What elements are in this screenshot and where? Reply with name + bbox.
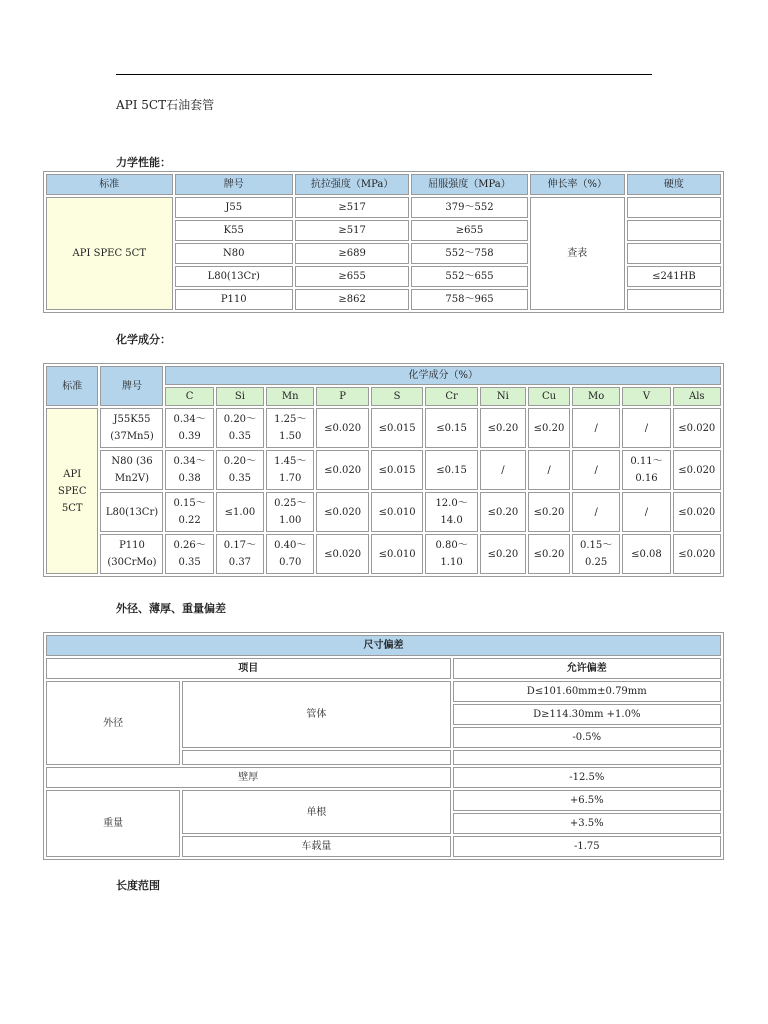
- mech-tensile: ≥517: [295, 220, 409, 241]
- tol-header-allow: 允许偏差: [453, 658, 721, 679]
- tol-header-row: [46, 658, 721, 679]
- mech-elongation: 查表: [530, 197, 625, 310]
- chem-value: /: [622, 492, 670, 532]
- page-title: API 5CT石油套管: [116, 98, 215, 112]
- tol-value: -0.5%: [453, 727, 721, 748]
- chem-header-composition: 化学成分（%）: [165, 366, 721, 385]
- chem-grade: P110 (30CrMo): [100, 534, 163, 574]
- mechanical-table: [43, 171, 724, 313]
- mech-tensile: ≥862: [295, 289, 409, 310]
- mech-yield: 552～655: [411, 266, 527, 287]
- mech-header: 抗拉强度（MPa）: [295, 174, 409, 195]
- chem-value: 0.17～0.37: [216, 534, 264, 574]
- chem-value: 1.45～1.70: [266, 450, 314, 490]
- section-length: 长度范围: [116, 879, 160, 892]
- tol-single-length: 单根: [182, 790, 450, 834]
- chem-value: ≤0.020: [673, 534, 721, 574]
- chem-value: ≤0.010: [371, 492, 423, 532]
- mech-header-row: [46, 174, 721, 195]
- chem-value: 0.80～1.10: [425, 534, 477, 574]
- chem-value: ≤0.010: [371, 534, 423, 574]
- chem-grade: L80(13Cr): [100, 492, 163, 532]
- tol-header-item: 项目: [46, 658, 451, 679]
- tol-value: +6.5%: [453, 790, 721, 811]
- tol-empty-cell: [453, 750, 721, 765]
- tol-empty-cell: [182, 750, 450, 765]
- chem-value: ≤0.020: [673, 492, 721, 532]
- chem-value: ≤0.15: [425, 450, 477, 490]
- chem-value: ≤0.015: [371, 450, 423, 490]
- chem-standard: API SPEC 5CT: [46, 408, 98, 574]
- chem-element: Cr: [425, 387, 477, 406]
- chemical-table: [43, 363, 724, 577]
- table-row: [46, 790, 721, 811]
- mech-yield: 552～758: [411, 243, 527, 264]
- tol-value: D≤101.60mm±0.79mm: [453, 681, 721, 702]
- chem-value: 0.15～0.22: [165, 492, 213, 532]
- mech-grade: J55: [175, 197, 293, 218]
- mech-grade: P110: [175, 289, 293, 310]
- chem-value: ≤0.20: [480, 492, 526, 532]
- tol-title-row: [46, 635, 721, 656]
- mech-standard: API SPEC 5CT: [46, 197, 173, 310]
- chem-value: ≤1.00: [216, 492, 264, 532]
- chem-value: ≤0.015: [371, 408, 423, 448]
- tol-value: +3.5%: [453, 813, 721, 834]
- tol-value: D≥114.30mm +1.0%: [453, 704, 721, 725]
- chem-value: 0.34～0.39: [165, 408, 213, 448]
- chem-element: Si: [216, 387, 264, 406]
- section-chemical: 化学成分：: [116, 333, 171, 346]
- chem-value: 0.25～1.00: [266, 492, 314, 532]
- chem-value: /: [622, 408, 670, 448]
- chem-value: ≤0.20: [480, 408, 526, 448]
- chem-grade: J55K55 (37Mn5): [100, 408, 163, 448]
- mech-header: 伸长率（%）: [530, 174, 625, 195]
- mech-header: 屈服强度（MPa）: [411, 174, 527, 195]
- mech-grade: N80: [175, 243, 293, 264]
- chem-element: Mn: [266, 387, 314, 406]
- tol-outer-diameter: 外径: [46, 681, 180, 765]
- chem-value: ≤0.20: [528, 534, 570, 574]
- chem-value: 12.0～14.0: [425, 492, 477, 532]
- table-row: [46, 681, 721, 702]
- chem-value: 0.40～0.70: [266, 534, 314, 574]
- chem-value: ≤0.020: [673, 408, 721, 448]
- chem-value: /: [572, 450, 620, 490]
- chem-value: ≤0.020: [316, 492, 368, 532]
- mech-tensile: ≥655: [295, 266, 409, 287]
- chem-value: 0.20～0.35: [216, 408, 264, 448]
- chem-value: ≤0.020: [673, 450, 721, 490]
- tol-wall-thickness: 壁厚: [46, 767, 451, 788]
- chem-value: ≤0.020: [316, 408, 368, 448]
- top-rule: [116, 74, 652, 75]
- chem-value: 0.34～0.38: [165, 450, 213, 490]
- mech-grade: K55: [175, 220, 293, 241]
- chem-grade: N80 (36 Mn2V): [100, 450, 163, 490]
- chem-value: 1.25～1.50: [266, 408, 314, 448]
- chem-value: ≤0.20: [528, 408, 570, 448]
- chem-value: 0.11～0.16: [622, 450, 670, 490]
- chem-value: /: [572, 492, 620, 532]
- chem-value: /: [480, 450, 526, 490]
- table-row: [46, 534, 721, 574]
- mech-header: 标准: [46, 174, 173, 195]
- mech-tensile: ≥517: [295, 197, 409, 218]
- chem-element: Cu: [528, 387, 570, 406]
- mech-hardness: [627, 197, 721, 218]
- chem-value: 0.26～0.35: [165, 534, 213, 574]
- chem-element: Ni: [480, 387, 526, 406]
- mech-hardness: [627, 243, 721, 264]
- mech-hardness: [627, 289, 721, 310]
- chem-value: /: [572, 408, 620, 448]
- tol-weight: 重量: [46, 790, 180, 857]
- chem-element: Mo: [572, 387, 620, 406]
- tol-title: 尺寸偏差: [46, 635, 721, 656]
- mech-hardness: ≤241HB: [627, 266, 721, 287]
- tol-pipe-body: 管体: [182, 681, 450, 748]
- table-row: [46, 197, 721, 218]
- chem-value: ≤0.15: [425, 408, 477, 448]
- table-row: [46, 450, 721, 490]
- chem-header-standard: 标准: [46, 366, 98, 406]
- chem-header-grade: 牌号: [100, 366, 163, 406]
- mech-grade: L80(13Cr): [175, 266, 293, 287]
- tolerance-table: [43, 632, 724, 860]
- mech-tensile: ≥689: [295, 243, 409, 264]
- chem-value: ≤0.020: [316, 534, 368, 574]
- chem-element: P: [316, 387, 368, 406]
- mech-header: 硬度: [627, 174, 721, 195]
- tol-value: -12.5%: [453, 767, 721, 788]
- section-tolerance: 外径、薄厚、重量偏差: [116, 602, 226, 615]
- chem-value: ≤0.20: [480, 534, 526, 574]
- chem-element: C: [165, 387, 213, 406]
- section-mechanical: 力学性能：: [116, 156, 171, 169]
- chem-value: ≤0.020: [316, 450, 368, 490]
- tol-carload: 车载量: [182, 836, 450, 857]
- chem-element: V: [622, 387, 670, 406]
- chem-value: /: [528, 450, 570, 490]
- chem-value: 0.20～0.35: [216, 450, 264, 490]
- chem-element: S: [371, 387, 423, 406]
- chem-value: ≤0.20: [528, 492, 570, 532]
- mech-yield: 379～552: [411, 197, 527, 218]
- mech-header: 牌号: [175, 174, 293, 195]
- table-row: [46, 492, 721, 532]
- mech-hardness: [627, 220, 721, 241]
- chem-value: ≤0.08: [622, 534, 670, 574]
- mech-yield: ≥655: [411, 220, 527, 241]
- table-row: [46, 408, 721, 448]
- table-row: [46, 767, 721, 788]
- chem-header-row: [46, 366, 721, 385]
- chem-value: 0.15～0.25: [572, 534, 620, 574]
- mech-yield: 758～965: [411, 289, 527, 310]
- chem-element: Als: [673, 387, 721, 406]
- tol-value: -1.75: [453, 836, 721, 857]
